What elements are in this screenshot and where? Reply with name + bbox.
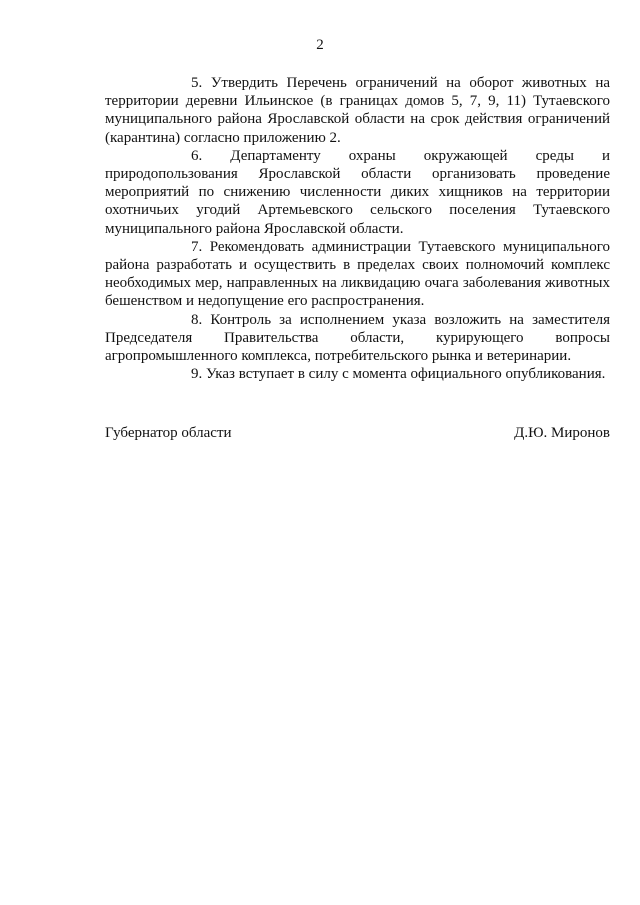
paragraph-9 — [105, 365, 610, 383]
paragraph-number: 5. — [191, 75, 203, 91]
paragraph-7 — [105, 238, 610, 311]
paragraph-text: Утвердить Перечень ограничений на оборот животных на территории деревни Ильинское (в границах домов 5, 7, 9, 11) Тутаевского муниципального района Ярославской области на срок действия ограничений (карантина) согласно приложению 2. — [105, 75, 611, 146]
paragraph-number: 9. — [191, 366, 203, 383]
paragraph-number: 7. — [191, 238, 203, 255]
document-body — [105, 74, 610, 383]
paragraph-number: 6. — [191, 147, 203, 164]
signatory-name: Д.Ю. Миронов — [514, 425, 610, 441]
paragraph-5 — [105, 74, 610, 147]
paragraph-8 — [105, 311, 610, 366]
signature-block — [105, 424, 610, 442]
paragraph-text: Департаменту охраны окружающей среды и природопользования Ярославской области организовать проведение мероприятий по снижению численности диких хищников на территории охотничьих угодий Артемьевского сельского поселения Тутаевского муниципального района Ярославской области. — [105, 147, 610, 237]
signatory-position: Губернатор области — [105, 425, 232, 441]
page-number: 2 — [316, 37, 324, 53]
paragraph-text: Указ вступает в силу с момента официального опубликования. — [206, 366, 606, 383]
paragraph-number: 8. — [191, 311, 203, 328]
paragraph-6 — [105, 147, 610, 238]
paragraph-text: Рекомендовать администрации Тутаевского муниципального района разработать и осуществить в пределах своих полномочий комплекс необходимых мер, направленных на ликвидацию очага заболевания животных бешенством и недопущение его распространения. — [105, 238, 610, 310]
paragraph-text: Контроль за исполнением указа возложить на заместителя Председателя Правительства области, курирующего вопросы агропромышленного комплекса, потребительского рынка и ветеринарии. — [105, 311, 611, 365]
